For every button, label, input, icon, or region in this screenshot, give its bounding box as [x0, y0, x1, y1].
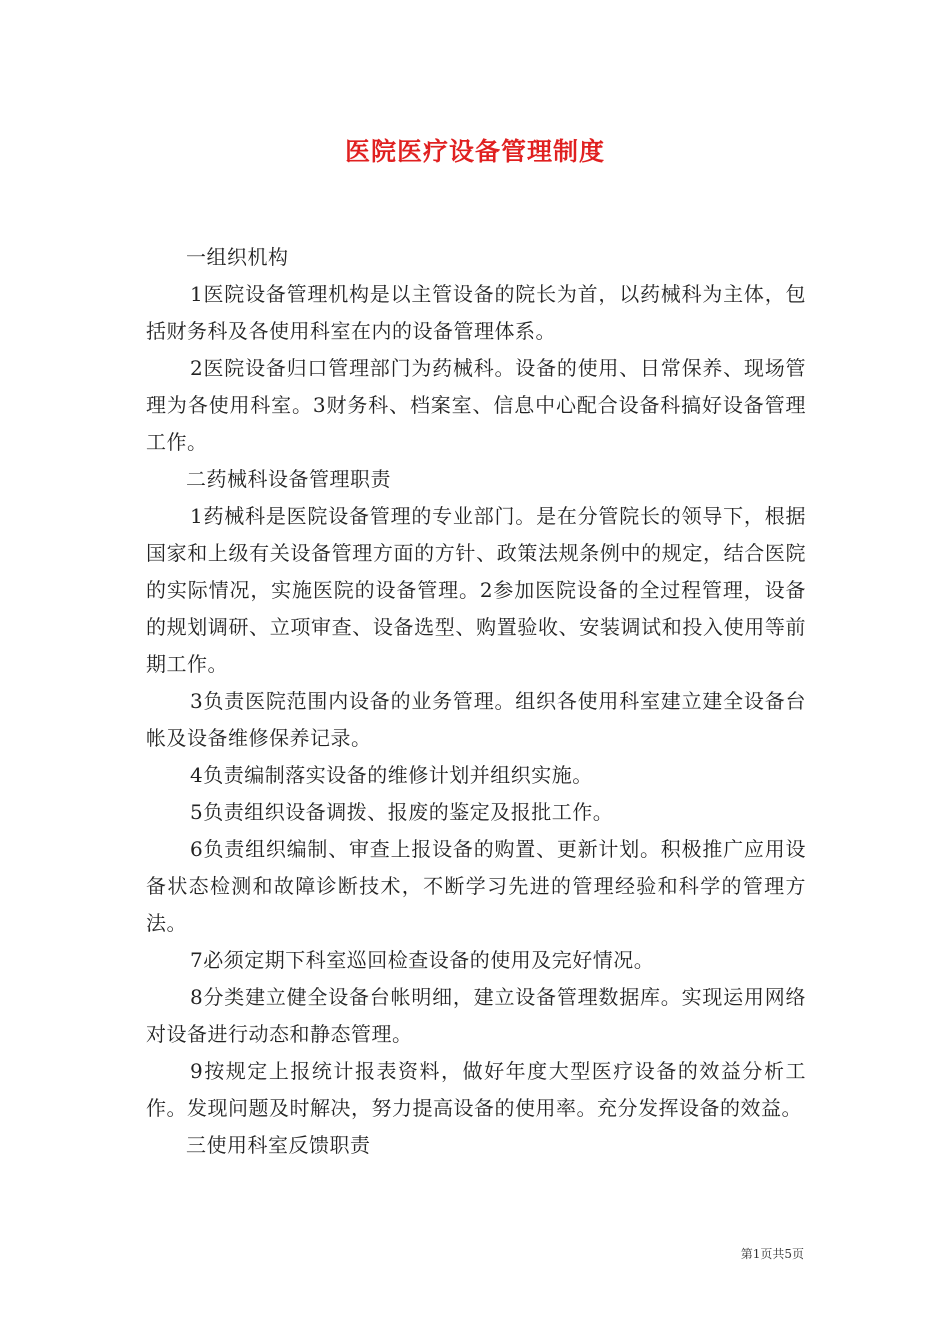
page-title: 医院医疗设备管理制度 — [344, 137, 605, 166]
paragraph: 8分类建立健全设备台帐明细，建立设备管理数据库。实现运用网络对设备进行动态和静态管理。 — [146, 985, 806, 1046]
paragraph: 1医院设备管理机构是以主管设备的院长为首，以药械科为主体，包括财务科及各使用科室在内的设备管理体系。 — [146, 282, 806, 343]
page-number: 第1页共5页 — [740, 1247, 804, 1261]
paragraph: 3负责医院范围内设备的业务管理。组织各使用科室建立建全设备台帐及设备维修保养记录。 — [146, 689, 806, 750]
section-heading: 一组织机构 — [186, 245, 289, 269]
document-body — [146, 239, 806, 1164]
paragraph: 6负责组织编制、审查上报设备的购置、更新计划。积极推广应用设备状态检测和故障诊断技术，不断学习先进的管理经验和科学的管理方法。 — [146, 837, 806, 935]
paragraph: 9按规定上报统计报表资料，做好年度大型医疗设备的效益分析工作。发现问题及时解决，努力提高设备的使用率。充分发挥设备的效益。 — [146, 1059, 806, 1120]
paragraph: 7必须定期下科室巡回检查设备的使用及完好情况。 — [190, 948, 655, 972]
paragraph: 2医院设备归口管理部门为药械科。设备的使用、日常保养、现场管理为各使用科室。3财务科、档案室、信息中心配合设备科搞好设备管理工作。 — [146, 356, 806, 454]
paragraph: 1药械科是医院设备管理的专业部门。是在分管院长的领导下，根据国家和上级有关设备管理方面的方针、政策法规条例中的规定，结合医院的实际情况，实施医院的设备管理。2参加医院设备的全过程管理，设备的规划调研、立项审查、设备选型、购置验收、安装调试和投入使用等前期工作。 — [146, 504, 806, 676]
paragraph: 5负责组织设备调拨、报废的鉴定及报批工作。 — [190, 800, 614, 824]
section-heading: 三使用科室反馈职责 — [186, 1133, 371, 1157]
section-heading: 二药械科设备管理职责 — [186, 467, 391, 491]
paragraph: 4负责编制落实设备的维修计划并组织实施。 — [190, 763, 593, 787]
